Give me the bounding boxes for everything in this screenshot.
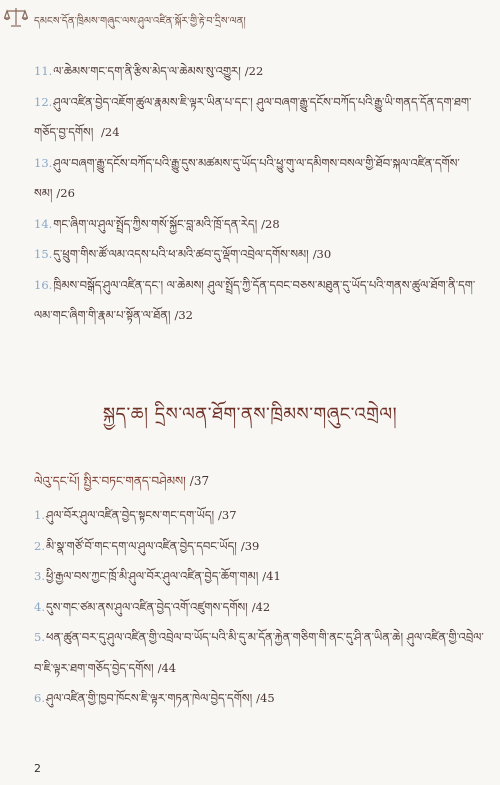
toc-entry[interactable]: [34, 239, 484, 270]
entry-number: 15.: [34, 247, 53, 261]
entry-title: ཤུལ་བོར་ཤུལ་འཛིན་བྱེད་སྟངས་གང་དག་ཡོད།: [45, 508, 215, 522]
scale-icon: [4, 6, 28, 28]
entry-title: དུས་གང་ཙམ་ནས་ཤུལ་འཛིན་བྱེད་འགོ་འཛུགས་དགོས།: [45, 599, 248, 614]
entry-title: གང་ཞིག་ལ་ཤུལ་སྤྲོད་ཀྱིས་གསོ་སྐྱོང་བླ་མའི་ཁྲོ་དན་རེད།: [53, 216, 258, 231]
entry-number: 1.: [34, 508, 45, 522]
entry-page: /41: [262, 569, 281, 583]
entry-title: ཤུལ་བཞག་རྒྱུ་དངོས་བཀོད་པའི་རྒྱུ་དུས་མཚམས་དུ་ཡོད་པའི་ཕྱུ་གུ་ལ་དམིགས་བསལ་གྱི་ཐོབ་སྐལ་འཛིན་དགོས་སམ།: [34, 155, 460, 200]
entry-page: /28: [261, 216, 280, 231]
entry-page: /32: [174, 308, 193, 322]
entry-number: 13.: [34, 155, 53, 170]
entry-page: /26: [56, 186, 75, 200]
toc-entry[interactable]: [34, 87, 484, 148]
entry-title: ཤུལ་འཛིན་བྱེད་འཇོག་ཚུལ་རྣམས་ཇི་ལྟར་ཡིན་པ་དང་། ཤུལ་བཞག་རྒྱུ་དངོས་བཀོད་པའི་རྒྱུ་ཡི་གནད་དོན་དག་ཐག་གཅོད་བྱ་དགོས།: [34, 94, 472, 139]
entry-title: ཕྱི་རྒྱལ་བས་ཀྱང་ཁྲོ་མི་ཤུལ་བོར་ཤུལ་འཛིན་བྱེད་ཆོག་གམ།: [45, 569, 259, 583]
entry-page: /39: [240, 538, 260, 553]
toc-entry[interactable]: [34, 622, 484, 683]
entry-page: /37: [218, 508, 237, 522]
entry-number: 14.: [34, 216, 53, 231]
entry-number: 3.: [34, 569, 45, 583]
entry-title: ཕན་ཚུན་བར་དུ་ཤུལ་འཛིན་གྱི་འབྲེལ་བ་ཡོད་པའི་མི་དུ་མ་དོན་རྐྱེན་གཅིག་གི་ནང་དུ་ཤི་ན་ཡིན་ཆེ། ཤུལ་འཛིན་གྱི་འབྲེལ་བ་ཇི་ལྟར་ཐག་གཅོད་བྱེད་དགོས།: [34, 630, 484, 675]
entry-title: ལ་ཆེམས་གང་དག་ནི་རྩིས་མེད་ལ་ཆེམས་སུ་འགྱུར།: [53, 64, 241, 78]
entry-page: /24: [101, 125, 120, 139]
entry-number: 4.: [34, 599, 45, 614]
toc-entry[interactable]: [34, 148, 484, 209]
entry-number: 5.: [34, 630, 45, 644]
chapter-title[interactable]: [34, 468, 484, 502]
toc-list-2: [34, 500, 484, 714]
toc-entry[interactable]: [34, 56, 484, 87]
toc-entry[interactable]: [34, 561, 484, 592]
toc-entry[interactable]: [34, 592, 484, 623]
toc-entry[interactable]: [34, 531, 484, 562]
header-title: དམངས་དོན་ཁྲིམས་གཞུང་ལས་ཤུལ་འཛིན་སྐོར་གྱི་རྟེ་བ་དྲིས་ལན།: [34, 16, 246, 27]
section-heading: སྐྱད་ཆ། དྲིས་ལན་ཐོག་ནས་ཁྲིམས་གཞུང་འགྲེལ།: [102, 404, 398, 425]
chapter-page: /37: [189, 474, 210, 488]
toc-entry[interactable]: [34, 270, 484, 331]
entry-page: /44: [157, 660, 177, 675]
entry-number: 12.: [34, 94, 53, 109]
entry-page: /30: [312, 247, 332, 261]
entry-page: /42: [251, 599, 271, 614]
toc-entry[interactable]: [34, 209, 484, 240]
toc-entry[interactable]: [34, 500, 484, 531]
entry-number: 2.: [34, 538, 45, 553]
chapter-label: ལེའུ་དང་པོ། སྤྱིར་བཏང་གནད་བཤེམས།: [34, 474, 186, 488]
entry-page: /45: [256, 691, 275, 705]
entry-number: 6.: [34, 691, 45, 705]
entry-title: ཤུལ་འཛིན་གྱི་ཁྱབ་ཁོངས་ཇི་ལྟར་གཏན་ཁེལ་བྱེད་དགོས།: [45, 691, 253, 705]
running-header: [0, 0, 500, 40]
entry-title: དུ་ཕྲུག་གིས་ཚོ་ལམ་འདས་པའི་ཕ་མའི་ཚབ་དུ་ལྡོག་འབྲེལ་དགོས་སམ།: [53, 247, 309, 261]
toc-entry[interactable]: [34, 683, 484, 714]
entry-page: /22: [244, 64, 264, 78]
entry-number: 11.: [34, 64, 53, 78]
entry-title: ཁྲིམས་བསྒོད་ཤུལ་འཛིན་དང་། ལ་ཆེམས། ཤུལ་སྤྲོད་ཀྱི་དོན་དབང་བཅས་མཐུན་དུ་ཡོད་པའི་གནས་ཚུལ་ཐོག་ནི་དག་ལམ་གང་ཞིག་གི་རྣམ་པ་སྟོན་ལ་ཐོན།: [34, 277, 476, 322]
toc-list-1: [34, 56, 484, 331]
entry-number: 16.: [34, 277, 53, 292]
entry-title: མི་སྣ་གཙོ་བོ་གང་དག་ལ་ཤུལ་འཛིན་བྱེད་དབང་ཡོད།: [45, 538, 237, 553]
page-number: 2: [34, 762, 41, 775]
